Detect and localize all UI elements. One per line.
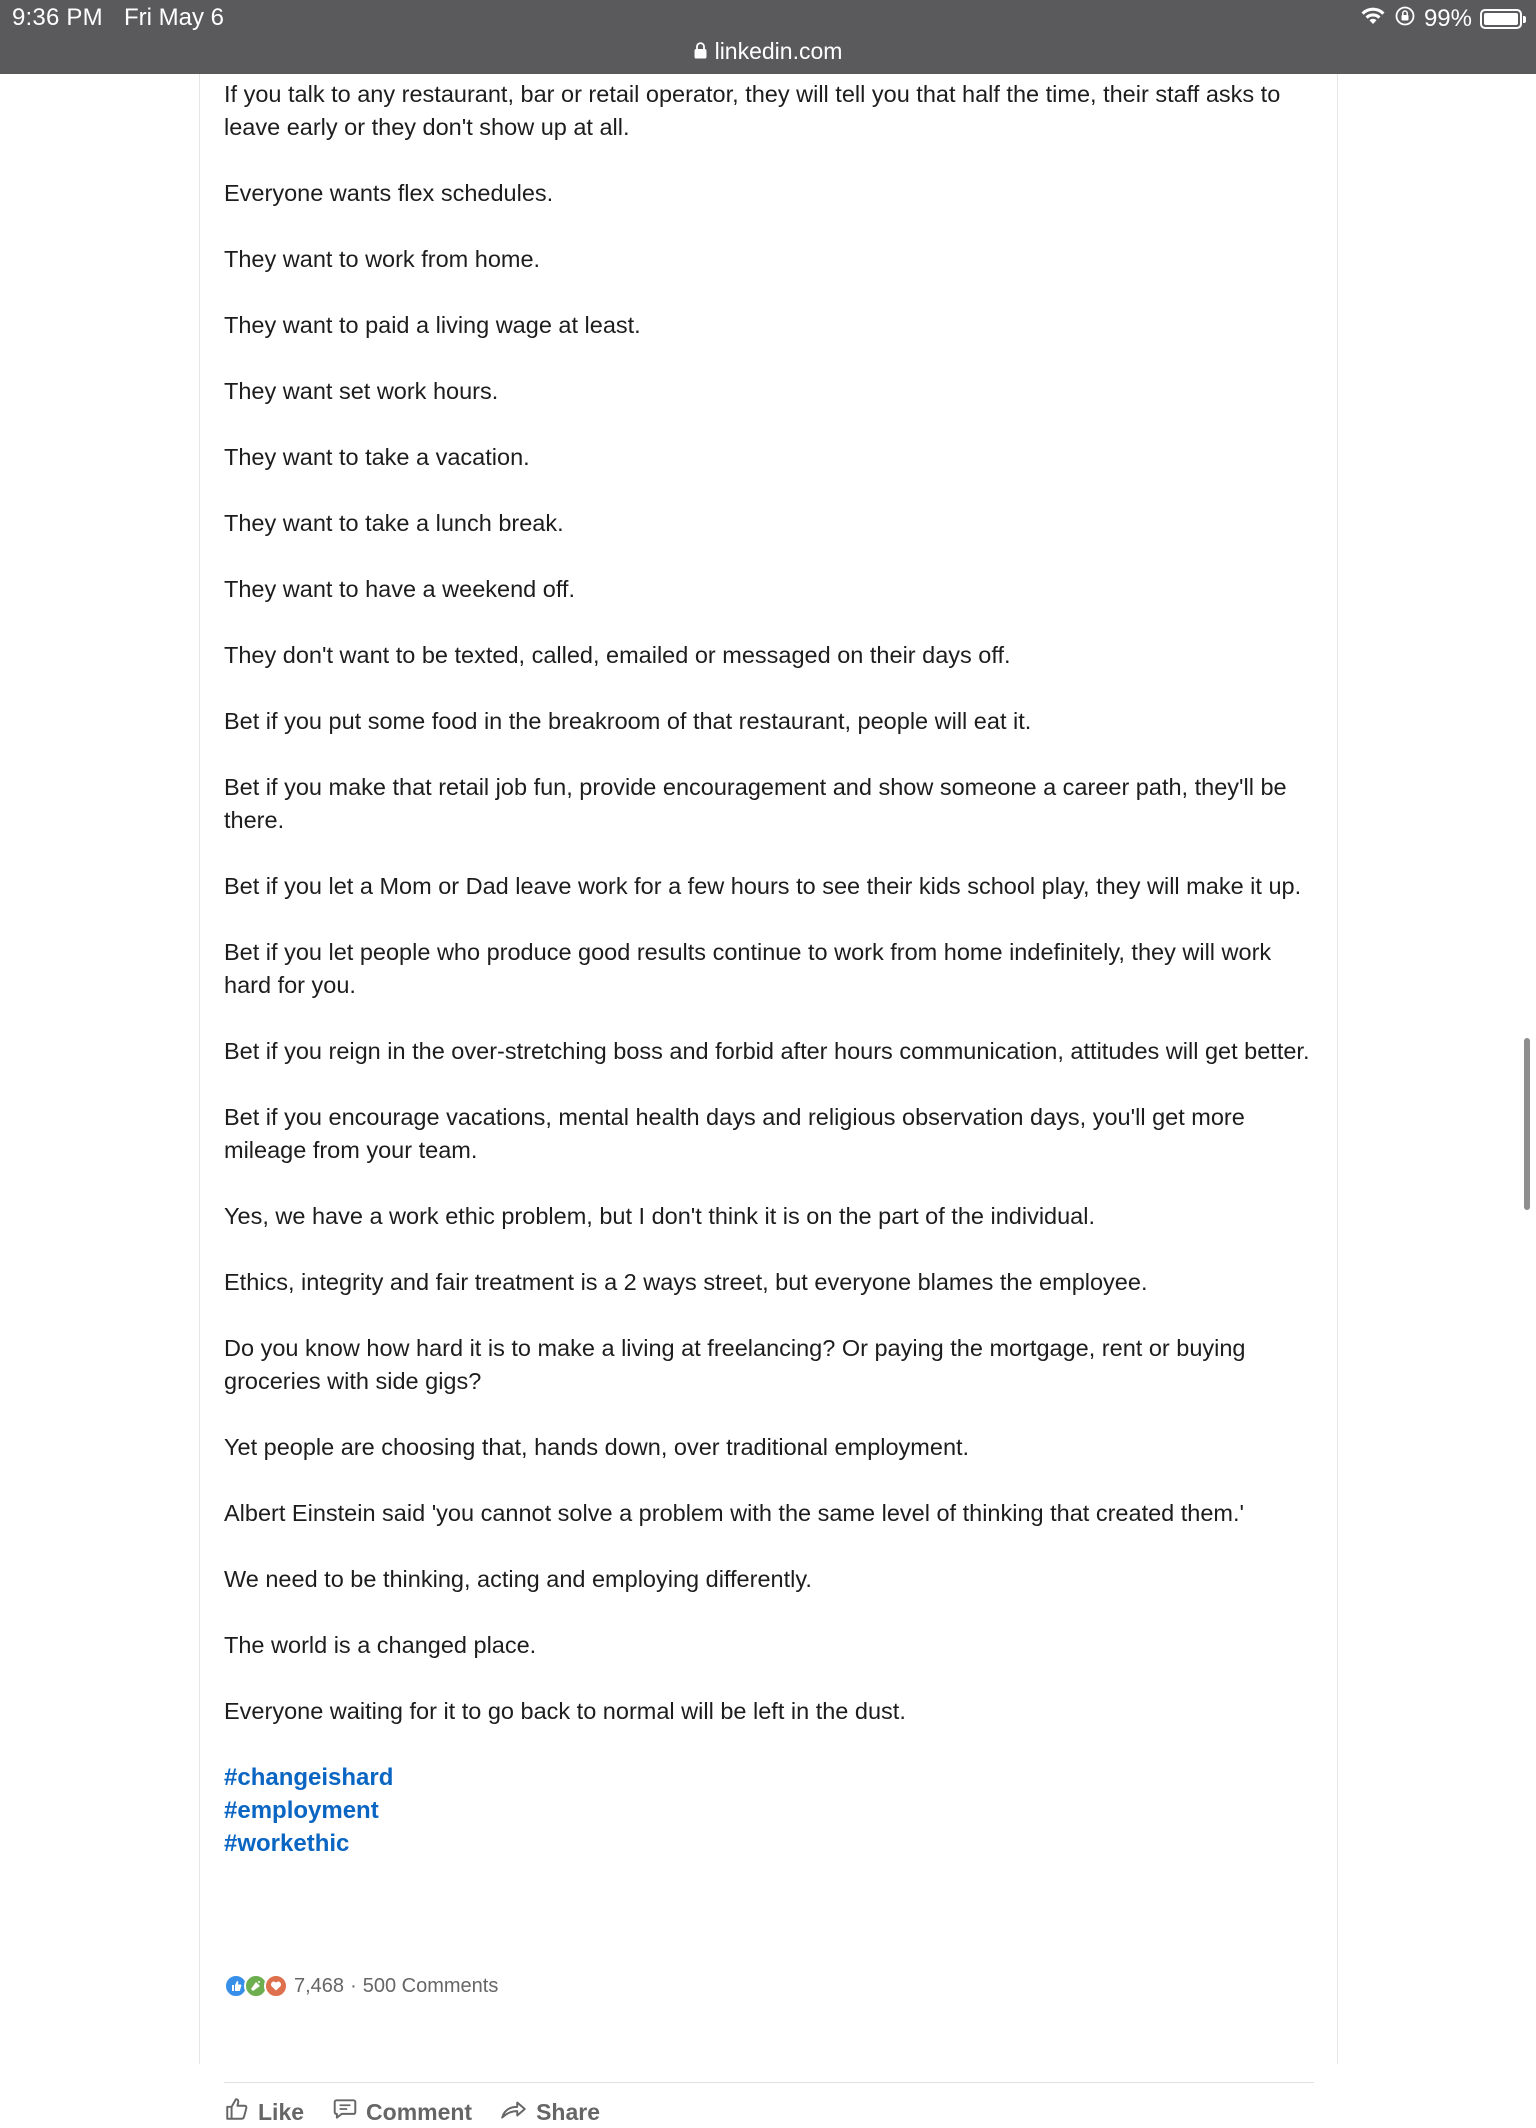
- battery-percent: 99%: [1423, 5, 1472, 32]
- post-paragraph: They want to take a lunch break.: [224, 510, 564, 536]
- url-text[interactable]: linkedin.com: [714, 37, 843, 64]
- share-arrow-icon: [500, 2096, 528, 2128]
- post-paragraph: Bet if you let people who produce good results continue to work from home indefinitely, they will work hard for you.: [224, 939, 1272, 998]
- reaction-count[interactable]: 7,468: [294, 1974, 345, 1997]
- status-date: Fri May 6: [124, 4, 225, 31]
- post-paragraph: The world is a changed place.: [224, 1632, 537, 1658]
- comment-label: Comment: [366, 2098, 473, 2125]
- post-paragraph: Bet if you encourage vacations, mental health days and religious observation days, you'll get more mileage from your team.: [224, 1104, 1245, 1163]
- hashtag-list: [224, 1761, 1314, 1860]
- share-label: Share: [536, 2098, 601, 2125]
- comment-icon: [332, 2096, 358, 2128]
- scrollbar[interactable]: [1524, 1038, 1530, 1210]
- post-paragraph: Everyone waiting for it to go back to normal will be left in the dust.: [224, 1698, 906, 1724]
- post-paragraph: Yes, we have a work ethic problem, but I don't think it is on the part of the individual.: [224, 1203, 1096, 1229]
- battery-icon: [1480, 9, 1522, 29]
- lock-icon: [694, 38, 707, 65]
- post-paragraph: We need to be thinking, acting and employing differently.: [224, 1566, 812, 1592]
- hashtag-link[interactable]: #changeishard: [224, 1764, 394, 1791]
- post-paragraph: They want to work from home.: [224, 246, 541, 272]
- thumbs-up-icon: [224, 2096, 250, 2128]
- love-icon: [264, 1974, 288, 1998]
- actions-divider: [224, 2082, 1314, 2083]
- reaction-icons: [224, 1974, 288, 1998]
- status-bar: [0, 0, 1536, 74]
- share-button[interactable]: [500, 2096, 600, 2128]
- like-button[interactable]: [224, 2096, 304, 2128]
- post-paragraph: Bet if you let a Mom or Dad leave work for a few hours to see their kids school play, they will make it up.: [224, 873, 1302, 899]
- social-counts[interactable]: [224, 1970, 498, 2002]
- post-paragraph: Bet if you reign in the over-stretching boss and forbid after hours communication, attitudes will get better.: [224, 1038, 1310, 1064]
- post-paragraph: If you talk to any restaurant, bar or retail operator, they will tell you that half the time, their staff asks to leave early or they don't show up at all.: [224, 81, 1281, 140]
- post-paragraph: They want set work hours.: [224, 378, 499, 404]
- post-paragraph: Ethics, integrity and fair treatment is a 2 ways street, but everyone blames the employee.: [224, 1269, 1148, 1295]
- status-time: 9:36 PM: [12, 4, 103, 31]
- post-card: [199, 74, 1338, 2125]
- post-paragraph: Yet people are choosing that, hands down, over traditional employment.: [224, 1434, 970, 1460]
- address-bar[interactable]: [0, 34, 1536, 68]
- post-actions: [224, 2096, 600, 2128]
- wifi-icon: [1360, 5, 1386, 33]
- post-paragraph: They want to paid a living wage at least.: [224, 312, 641, 338]
- post-body: [224, 74, 1314, 1860]
- post-paragraph: Everyone wants flex schedules.: [224, 180, 554, 206]
- post-paragraph: Bet if you make that retail job fun, provide encouragement and show someone a career path, they'll be there.: [224, 774, 1287, 833]
- status-indicators: [1360, 4, 1522, 34]
- orientation-lock-icon: [1394, 5, 1416, 34]
- post-paragraph: Albert Einstein said 'you cannot solve a problem with the same level of thinking that created them.': [224, 1500, 1245, 1526]
- hashtag-link[interactable]: #workethic: [224, 1830, 350, 1857]
- battery-level: [1484, 13, 1518, 25]
- post-paragraph: Do you know how hard it is to make a living at freelancing? Or paying the mortgage, rent or buying groceries with side gigs?: [224, 1335, 1246, 1394]
- like-label: Like: [258, 2098, 305, 2125]
- post-paragraph: They want to have a weekend off.: [224, 576, 575, 602]
- count-separator: ·: [350, 1974, 357, 1997]
- comment-button[interactable]: [332, 2096, 472, 2128]
- hashtag-link[interactable]: #employment: [224, 1797, 379, 1824]
- post-paragraph: Bet if you put some food in the breakroom of that restaurant, people will eat it.: [224, 708, 1032, 734]
- comments-count[interactable]: 500 Comments: [362, 1974, 499, 1997]
- post-paragraph: They don't want to be texted, called, emailed or messaged on their days off.: [224, 642, 1011, 668]
- post-paragraph: They want to take a vacation.: [224, 444, 530, 470]
